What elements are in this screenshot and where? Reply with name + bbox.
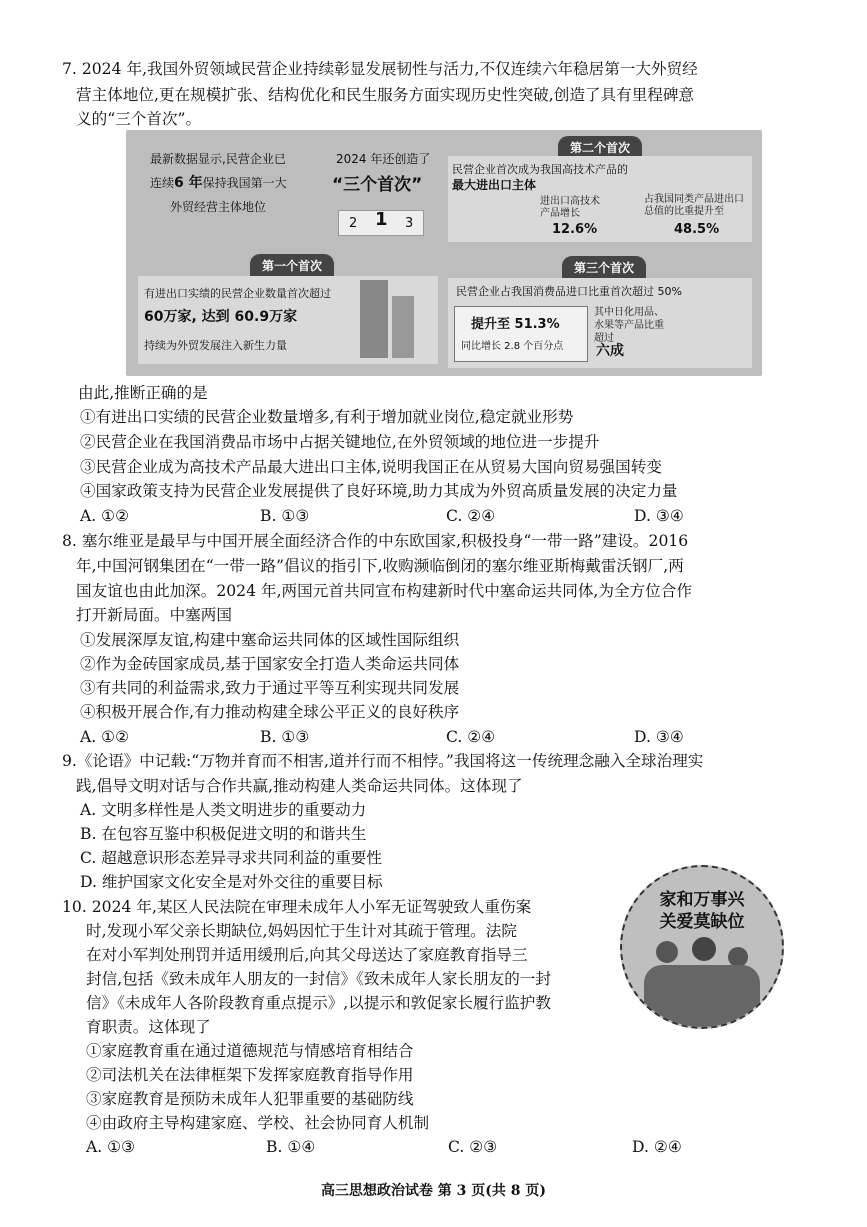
intro-line-2: 连续6 年保持我国第一大 — [150, 175, 287, 191]
q8-statement-3: ③有共同的利益需求,致力于通过平等互利实现共同发展 — [80, 679, 460, 697]
figure-head-1 — [656, 941, 678, 963]
p2-stat2-label: 占我国同类产品进出口总值的比重提升至 — [644, 194, 744, 217]
illustration-title-2: 关爱莫缺位 — [659, 912, 745, 932]
p2-stat2: 48.5% — [674, 222, 720, 237]
podium-2: 2 — [349, 216, 358, 231]
q8-option-d[interactable]: D. ③④ — [634, 728, 684, 746]
q10-option-b[interactable]: B. ①④ — [266, 1138, 316, 1156]
building-graphic — [360, 280, 388, 358]
q10-line-6: 育职责。这体现了 — [86, 1018, 211, 1036]
q7-line-2: 营主体地位,更在规模扩张、结构优化和民生服务方面实现历史性突破,创造了具有里程碑意 — [76, 86, 695, 104]
intro-line-1: 最新数据显示,民营企业已 — [150, 152, 286, 166]
figure-bodies — [644, 965, 760, 1027]
q7-option-d[interactable]: D. ③④ — [634, 507, 684, 525]
q10-statement-4: ④由政府主导构建家庭、学校、社会协同育人机制 — [86, 1114, 430, 1132]
building-graphic-2 — [392, 296, 414, 358]
p3-side-big: 六成 — [596, 343, 624, 359]
q10-option-a[interactable]: A. ①③ — [86, 1138, 136, 1156]
q10-statement-2: ②司法机关在法律框架下发挥家庭教育指导作用 — [86, 1066, 414, 1084]
q10-statement-3: ③家庭教育是预防未成年人犯罪重要的基础防线 — [86, 1090, 414, 1108]
q8-statement-2: ②作为金砖国家成员,基于国家安全打造人类命运共同体 — [80, 655, 460, 673]
tag-first-first: 第一个首次 — [250, 254, 334, 277]
podium-1: 1 — [375, 209, 388, 230]
q8-statement-1: ①发展深厚友谊,构建中塞命运共同体的区域性国际组织 — [80, 631, 460, 649]
figure-head-2 — [692, 937, 716, 961]
p3-rise: 提升至 51.3% — [471, 317, 560, 332]
q9-option-a[interactable]: A. 文明多样性是人类文明进步的重要动力 — [80, 801, 367, 819]
podium — [338, 210, 424, 236]
q9-line-1: 9.《论语》中记载:“万物并育而不相害,道并行而不相悖。”我国将这一传统理念融入全球治理实 — [62, 752, 704, 770]
q9-line-2: 践,倡导文明对话与合作共赢,推动构建人类命运共同体。这体现了 — [76, 777, 523, 795]
q10-line-5: 信》《未成年人各阶段教育重点提示》,以提示和敦促家长履行监护教 — [86, 994, 551, 1012]
q10-line-3: 在对小军判处刑罚并适用缓刑后,向其父母送达了家庭教育指导三 — [86, 946, 528, 964]
q10-line-1: 10. 2024 年,某区人民法院在审理未成年人小军无证驾驶致人重伤案 — [62, 898, 532, 916]
q7-option-c[interactable]: C. ②④ — [446, 507, 496, 525]
illustration-title-1: 家和万事兴 — [659, 890, 745, 910]
q8-statement-4: ④积极开展合作,有力推动构建全球公平正义的良好秩序 — [80, 703, 460, 721]
q7-option-b[interactable]: B. ①③ — [260, 507, 310, 525]
q10-statement-1: ①家庭教育重在通过道德规范与情感培育相结合 — [86, 1042, 414, 1060]
q8-option-c[interactable]: C. ②④ — [446, 728, 496, 746]
page-footer: 高三思想政治试卷 第 3 页(共 8 页) — [320, 1183, 547, 1199]
p1-foot: 持续为外贸发展注入新生力量 — [144, 339, 287, 352]
q9-option-c[interactable]: C. 超越意识形态差异寻求共同利益的重要性 — [80, 849, 382, 867]
q7-option-a[interactable]: A. ①② — [80, 507, 130, 525]
center-big: “三个首次” — [332, 175, 423, 195]
q10-illustration — [620, 865, 784, 1029]
tag-second-first: 第二个首次 — [558, 136, 642, 159]
p3-stats-box — [454, 306, 588, 362]
q8-line-1: 8. 塞尔维亚是最早与中国开展全面经济合作的中东欧国家,积极投身“一带一路”建设。2016 — [62, 532, 689, 550]
q7-line-3: 义的“三个首次”。 — [76, 110, 202, 128]
intro-line-3: 外贸经营主体地位 — [170, 200, 267, 214]
q8-option-a[interactable]: A. ①② — [80, 728, 130, 746]
q7-stem: 由此,推断正确的是 — [78, 384, 208, 402]
q8-line-4: 打开新局面。中塞两国 — [76, 606, 232, 624]
tag-third-first: 第三个首次 — [562, 256, 646, 279]
p2-bold: 最大进出口主体 — [452, 178, 537, 192]
p3-text: 民营企业占我国消费品进口比重首次超过 50% — [456, 285, 682, 298]
q8-option-b[interactable]: B. ①③ — [260, 728, 310, 746]
q9-option-b[interactable]: B. 在包容互鉴中积极促进文明的和谐共生 — [80, 825, 367, 843]
q10-line-4: 封信,包括《致未成年人朋友的一封信》《致未成年人家长朋友的一封 — [86, 970, 551, 988]
q7-statement-1: ①有进出口实绩的民营企业数量增多,有利于增加就业岗位,稳定就业形势 — [80, 408, 574, 426]
panel-second — [448, 156, 752, 242]
p1-bold: 60万家, 达到 60.9万家 — [144, 309, 298, 325]
p3-growth: 同比增长 2.8 个百分点 — [461, 341, 564, 352]
q10-option-c[interactable]: C. ②③ — [448, 1138, 498, 1156]
q7-line-1: 7. 2024 年,我国外贸领域民营企业持续彰显发展韧性与活力,不仅连续六年稳居第一大外贸经 — [62, 60, 698, 78]
p2-stat1: 12.6% — [552, 222, 598, 237]
q7-statement-4: ④国家政策支持为民营企业发展提供了良好环境,助力其成为外贸高质量发展的决定力量 — [80, 482, 678, 500]
panel-first — [138, 276, 438, 364]
q7-infographic — [126, 130, 762, 376]
p2-stat1-label: 进出口高技术产品增长 — [540, 196, 600, 219]
figure-head-3 — [728, 947, 748, 967]
center-title: 2024 年还创造了 — [336, 152, 431, 166]
podium-3: 3 — [405, 216, 414, 231]
q7-statement-2: ②民营企业在我国消费品市场中占据关键地位,在外贸领域的地位进一步提升 — [80, 433, 600, 451]
q8-line-3: 国友谊也由此加深。2024 年,两国元首共同宣布构建新时代中塞命运共同体,为全方位合作 — [76, 582, 692, 600]
q10-line-2: 时,发现小军父亲长期缺位,妈妈因忙于生计对其疏于管理。法院 — [86, 922, 517, 940]
p3-side: 其中日化用品、水果等产品比重超过 — [594, 307, 664, 344]
q10-option-d[interactable]: D. ②④ — [632, 1138, 682, 1156]
p1-text: 有进出口实绩的民营企业数量首次超过 — [144, 287, 331, 300]
panel-third — [448, 278, 752, 368]
q9-option-d[interactable]: D. 维护国家文化安全是对外交往的重要目标 — [80, 873, 383, 891]
q7-statement-3: ③民营企业成为高技术产品最大进出口主体,说明我国正在从贸易大国向贸易强国转变 — [80, 458, 662, 476]
q8-line-2: 年,中国河钢集团在“一带一路”倡议的指引下,收购濒临倒闭的塞尔维亚斯梅戴雷沃钢厂,两 — [76, 557, 684, 575]
p2-text: 民营企业首次成为我国高技术产品的 — [452, 163, 628, 176]
